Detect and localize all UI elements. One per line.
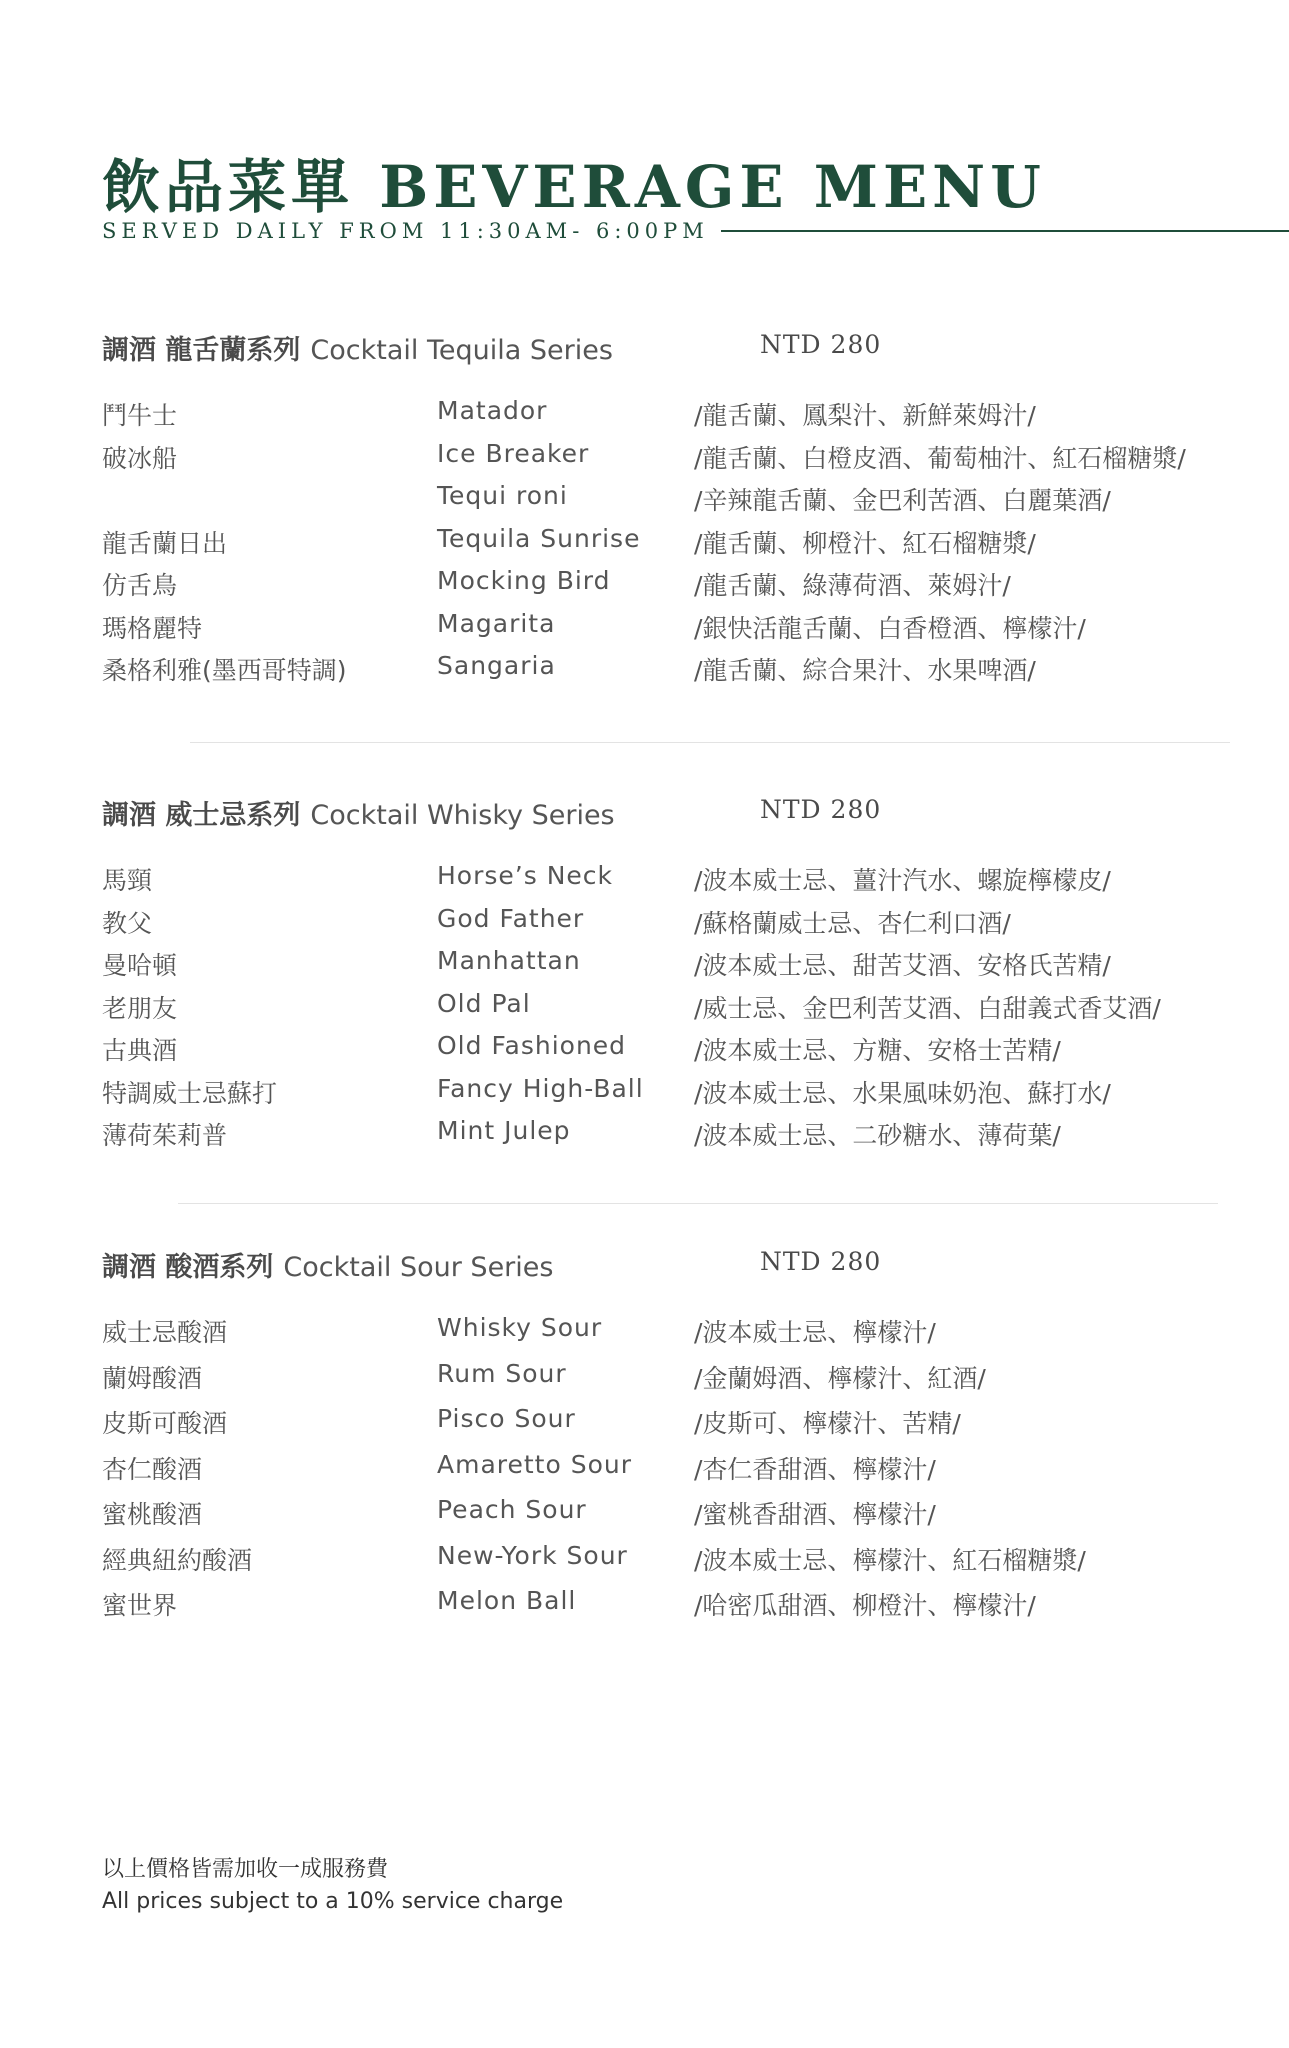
item-list bbox=[102, 1313, 1272, 1632]
section-title bbox=[102, 328, 613, 367]
item-ingredients: /龍舌蘭、綜合果汁、水果啤酒/ bbox=[694, 656, 1036, 685]
item-list bbox=[102, 396, 1272, 694]
item-ingredients: /龍舌蘭、鳳梨汁、新鮮萊姆汁/ bbox=[694, 401, 1036, 430]
section-whisky bbox=[102, 793, 1272, 1150]
item-ingredients: /波本威士忌、檸檬汁、紅石榴糖漿/ bbox=[694, 1545, 1086, 1575]
section-price: NTD 280 bbox=[760, 1247, 882, 1276]
item-name-zh: 鬥牛士 bbox=[102, 401, 178, 430]
item-name-zh: 老朋友 bbox=[102, 993, 178, 1023]
item-name-en: Mint Julep bbox=[437, 1116, 571, 1145]
item-name-zh: 薄荷茱莉普 bbox=[102, 1121, 228, 1150]
section-title bbox=[102, 793, 615, 832]
item-name-en: Tequi roni bbox=[437, 481, 568, 510]
menu-item bbox=[102, 1359, 1272, 1405]
item-name-en: Whisky Sour bbox=[437, 1313, 603, 1342]
item-name-en: Ice Breaker bbox=[437, 438, 590, 468]
item-name-en: Horse’s Neck bbox=[437, 861, 614, 890]
item-ingredients: /龍舌蘭、白橙皮酒、葡萄柚汁、紅石榴糖漿/ bbox=[694, 443, 1186, 473]
item-ingredients: /龍舌蘭、綠薄荷酒、萊姆汁/ bbox=[694, 571, 1011, 600]
item-ingredients: /蜜桃香甜酒、檸檬汁/ bbox=[694, 1500, 936, 1529]
item-name-zh: 蘭姆酸酒 bbox=[102, 1363, 203, 1393]
service-charge-en: All prices subject to a 10% service charge bbox=[102, 1889, 564, 1914]
menu-item bbox=[102, 396, 1272, 439]
item-name-en: Old Pal bbox=[437, 988, 531, 1018]
item-name-zh: 曼哈頓 bbox=[102, 951, 178, 980]
header-rule bbox=[721, 230, 1289, 232]
item-ingredients: /辛辣龍舌蘭、金巴利苦酒、白麗葉酒/ bbox=[694, 486, 1111, 515]
item-name-en: Peach Sour bbox=[437, 1495, 587, 1524]
service-hours: SERVED DAILY FROM 11:30AM- 6:00PM bbox=[102, 219, 709, 243]
item-name-zh: 特調威士忌蘇打 bbox=[102, 1078, 278, 1108]
item-ingredients: /威士忌、金巴利苦艾酒、白甜義式香艾酒/ bbox=[694, 993, 1161, 1023]
menu-item bbox=[102, 481, 1272, 524]
section-sour bbox=[102, 1245, 1272, 1620]
item-ingredients: /波本威士忌、薑汁汽水、螺旋檸檬皮/ bbox=[694, 866, 1111, 895]
service-charge-zh: 以上價格皆需加收一成服務費 bbox=[102, 1857, 389, 1882]
item-name-zh: 瑪格麗特 bbox=[102, 613, 203, 643]
menu-item bbox=[102, 609, 1272, 652]
item-name-en: Amaretto Sour bbox=[437, 1449, 633, 1479]
item-name-zh: 古典酒 bbox=[102, 1036, 178, 1065]
section-title-zh: 調酒 酸酒系列 bbox=[102, 1252, 274, 1283]
section-title-en: Cocktail Sour Series bbox=[283, 1252, 554, 1283]
menu-item bbox=[102, 1116, 1272, 1159]
item-name-zh: 教父 bbox=[102, 908, 153, 938]
item-name-zh: 威士忌酸酒 bbox=[102, 1318, 228, 1347]
item-name-en: Old Fashioned bbox=[437, 1031, 627, 1060]
menu-item bbox=[102, 861, 1272, 904]
item-name-en: New-York Sour bbox=[437, 1540, 628, 1570]
section-divider bbox=[190, 742, 1230, 743]
item-name-en: Melon Ball bbox=[437, 1586, 577, 1615]
item-name-zh: 桑格利雅(墨西哥特調) bbox=[102, 656, 347, 685]
item-ingredients: /龍舌蘭、柳橙汁、紅石榴糖漿/ bbox=[694, 528, 1036, 558]
page-title: 飲品菜單 BEVERAGE MENU bbox=[102, 153, 1046, 221]
section-title-zh: 調酒 威士忌系列 bbox=[102, 800, 301, 831]
menu-item bbox=[102, 989, 1272, 1032]
section-title-en: Cocktail Whisky Series bbox=[310, 800, 615, 831]
menu-item bbox=[102, 651, 1272, 694]
section-header bbox=[102, 793, 1272, 833]
section-title-en: Cocktail Tequila Series bbox=[310, 335, 613, 366]
menu-item bbox=[102, 946, 1272, 989]
item-name-zh: 蜜桃酸酒 bbox=[102, 1500, 203, 1529]
item-ingredients: /波本威士忌、甜苦艾酒、安格氏苦精/ bbox=[694, 951, 1111, 980]
item-ingredients: /杏仁香甜酒、檸檬汁/ bbox=[694, 1454, 936, 1484]
item-name-zh: 馬頸 bbox=[102, 866, 153, 895]
section-divider bbox=[178, 1203, 1218, 1204]
item-ingredients: /波本威士忌、水果風味奶泡、蘇打水/ bbox=[694, 1078, 1111, 1108]
item-ingredients: /波本威士忌、方糖、安格士苦精/ bbox=[694, 1036, 1061, 1065]
menu-item bbox=[102, 1313, 1272, 1359]
menu-item bbox=[102, 566, 1272, 609]
section-price: NTD 280 bbox=[760, 330, 882, 359]
item-ingredients: /波本威士忌、檸檬汁/ bbox=[694, 1318, 936, 1347]
menu-item bbox=[102, 1450, 1272, 1496]
service-charge-note bbox=[102, 1854, 563, 1918]
item-name-zh: 經典紐約酸酒 bbox=[102, 1545, 253, 1575]
section-title-zh: 調酒 龍舌蘭系列 bbox=[102, 335, 301, 366]
item-name-en: Manhattan bbox=[437, 946, 581, 975]
item-name-zh: 皮斯可酸酒 bbox=[102, 1409, 228, 1438]
item-name-en: Sangaria bbox=[437, 651, 556, 680]
item-name-en: Pisco Sour bbox=[437, 1404, 576, 1433]
item-name-en: Mocking Bird bbox=[437, 566, 611, 595]
section-title bbox=[102, 1245, 553, 1284]
menu-item bbox=[102, 1541, 1272, 1587]
item-ingredients: /波本威士忌、二砂糖水、薄荷葉/ bbox=[694, 1121, 1061, 1150]
menu-item bbox=[102, 439, 1272, 482]
item-ingredients: /蘇格蘭威士忌、杏仁利口酒/ bbox=[694, 908, 1011, 938]
item-name-en: Rum Sour bbox=[437, 1358, 567, 1388]
section-header bbox=[102, 1245, 1272, 1285]
menu-item bbox=[102, 1495, 1272, 1541]
subtitle-row bbox=[102, 219, 1289, 243]
menu-item bbox=[102, 1586, 1272, 1632]
section-price: NTD 280 bbox=[760, 795, 882, 824]
menu-item bbox=[102, 1074, 1272, 1117]
menu-item bbox=[102, 904, 1272, 947]
item-name-zh: 蜜世界 bbox=[102, 1591, 178, 1620]
item-name-en: Fancy High-Ball bbox=[437, 1073, 644, 1103]
item-ingredients: /銀快活龍舌蘭、白香橙酒、檸檬汁/ bbox=[694, 613, 1086, 643]
item-name-zh: 杏仁酸酒 bbox=[102, 1454, 203, 1484]
item-ingredients: /皮斯可、檸檬汁、苦精/ bbox=[694, 1409, 961, 1438]
item-list bbox=[102, 861, 1272, 1159]
item-name-zh: 龍舌蘭日出 bbox=[102, 528, 228, 558]
item-name-zh: 仿舌鳥 bbox=[102, 571, 178, 600]
item-name-en: Magarita bbox=[437, 608, 556, 638]
item-name-en: Matador bbox=[437, 396, 548, 425]
menu-item bbox=[102, 1031, 1272, 1074]
menu-item bbox=[102, 524, 1272, 567]
section-tequila bbox=[102, 328, 1272, 685]
item-ingredients: /金蘭姆酒、檸檬汁、紅酒/ bbox=[694, 1363, 986, 1393]
menu-item bbox=[102, 1404, 1272, 1450]
item-name-en: Tequila Sunrise bbox=[437, 523, 641, 553]
section-header bbox=[102, 328, 1272, 368]
item-name-en: God Father bbox=[437, 903, 585, 933]
item-name-zh: 破冰船 bbox=[102, 443, 178, 473]
item-ingredients: /哈密瓜甜酒、柳橙汁、檸檬汁/ bbox=[694, 1591, 1036, 1620]
